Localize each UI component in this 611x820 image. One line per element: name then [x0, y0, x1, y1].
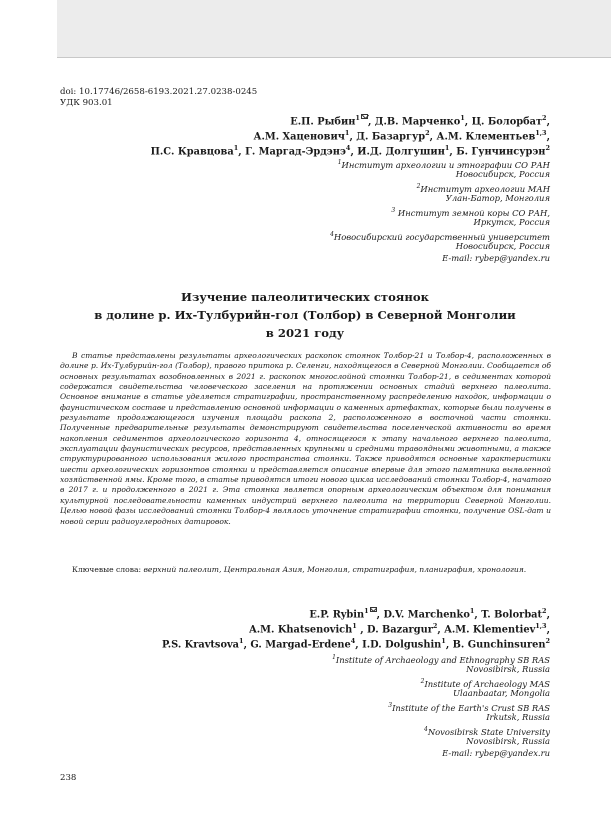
author-name: Ц. Болорбат [471, 116, 543, 128]
en-authors-line-3: P.S. Kravtsova$^1$, G. Margad-Erdene$^4$, I.D. Dolgushin$^1$, B. Gunchinsuren$^2$ [161, 637, 550, 651]
en-affiliation: $^1$Institute of Archaeology and Ethnography SB RAS [332, 654, 550, 665]
author-affil-index: 1 [444, 144, 450, 152]
author-affil-index: 2 [542, 114, 547, 122]
header-band [57, 0, 611, 58]
en-affiliation: $^2$Institute of Archaeology MAS [420, 678, 550, 689]
ru-affiliation: $^4$Новосибирский государственный университет [330, 231, 550, 242]
author-affil-index: 2 [542, 607, 547, 615]
ru-affiliation: $^2$Институт археологии МАН [416, 183, 550, 194]
affiliation-index: 1 [337, 159, 342, 166]
author-affil-index: 1 [344, 129, 350, 137]
author-affil-index: 1 [233, 144, 239, 152]
author-affil-index: 1 [355, 114, 360, 122]
author-affil-index: 2 [425, 129, 430, 137]
author-name: Б. Гунчинсурэн [456, 146, 546, 158]
affiliation-index: 4 [423, 726, 428, 733]
author-name: T. Bolorbat [481, 609, 543, 621]
author-name: B. Gunchinsuren [452, 639, 546, 651]
en-authors-line-1: E.P. Rybin$^1$ , D.V. Marchenko$^1$, T. Bolorbat$^2$, [309, 607, 550, 621]
en-affiliation-city: Ulaanbaatar, Mongolia [453, 688, 550, 698]
author-name: P.S. Kravtsova [161, 639, 240, 651]
author-affil-index: 1 [441, 637, 446, 645]
author-name: D.V. Marchenko [383, 609, 470, 621]
ru-affiliation-city: Новосибирск, Россия [455, 241, 550, 251]
ru-authors-line-1: Е.П. Рыбин$^1$ , Д.В. Марченко$^1$, Ц. Болорбат$^2$, [290, 114, 550, 128]
en-affiliation-city: Novosibirsk, Russia [466, 736, 550, 746]
affiliation-index: 1 [332, 654, 336, 661]
author-name: И.Д. Долгушин [357, 146, 445, 158]
doi: doi: 10.17746/2658-6193.2021.27.0238-0245 [60, 87, 258, 97]
author-affil-index: 1 [460, 114, 465, 122]
udc: УДК 903.01 [60, 98, 113, 108]
affiliation-index: 3 [388, 702, 393, 709]
keywords [72, 565, 552, 575]
mail-icon [370, 607, 377, 612]
author-name: A.M. Khatsenovich [249, 624, 353, 636]
ru-email: E-mail: rybep@yandex.ru [442, 253, 550, 263]
author-affil-index: 4 [345, 144, 351, 152]
author-affil-index: 4 [350, 637, 356, 645]
author-affil-index: 1,3 [535, 129, 547, 137]
author-name: П.С. Кравцова [150, 146, 234, 158]
abstract: В статье представлены результаты археологических раскопок стоянок Толбор-21 и Толбор-4, расположенных в долине р. Их-Тулбурийн-гол (Толбор), правого притока р. Селенги, находящегося в Северной Монголии. Сообщается об основных результатах возобновленных в 2021 г. раскопок многослойной стоянки Толбор-21, в седиментах которой содержатся свидетельства человеческого заселения на протяжении основных стадий верхнего палеолита. Основное внимание в статье уделяется стратиграфии, пространственному распределению находок, информации о фаунистическом составе и представлению основной информации о каменных артефактах, которые были получены в результате продолжающегося изучения площади раскопа 2, расположенного в восточной части стоянки. Полученные предварительные результаты демонстрируют свидетельства поселенческой активности во время накопления седиментов археологического горизонта 4, относящегося к этапу начального верхнего палеолита, эксплуатации фаунистических ресурсов, представленных крупными и средними травоядными животными, а также структурированного использования жилого пространства стоянки. Также приводятся основные характеристики шести археологических горизонтов стоянки и представляется описание впервые для этого памятника выявленной хозяйственной ямы. Кроме того, в статье приводятся итоги нового цикла исследований стоянки Толбор-4, начатого в 2017 г. и продолженного в 2021 г. Эта стоянка является опорным археологическим объектом для понимания культурной последовательности каменных индустрий верхнего палеолита на территории Северной Монголии. Целью новой фазы исследований стоянки Толбор-4 являлось уточнение стратиграфии стоянки, получение OSL-дат и новой серии радиоуглеродных датировок. [60, 351, 551, 526]
author-name: Е.П. Рыбин [290, 116, 356, 128]
en-affiliation: $^4$Novosibirsk State University [423, 726, 550, 737]
author-name: Д. Базаргур [356, 131, 426, 143]
author-name: Д.В. Марченко [374, 116, 461, 128]
en-affiliation-city: Novosibirsk, Russia [466, 664, 550, 674]
author-name: D. Bazargur [367, 624, 433, 636]
ru-affiliation: $^1$Институт археологии и этнографии СО РАН [337, 159, 550, 170]
article-title-line-3: в 2021 году [265, 326, 345, 340]
keywords-label: Ключевые слова: [72, 565, 144, 574]
author-name: А.М. Хаценович [253, 131, 345, 143]
author-name: G. Margad-Erdene [250, 639, 351, 651]
author-affil-index: 1 [364, 607, 369, 615]
author-affil-index: 1,3 [535, 622, 547, 630]
affiliation-index: 3 [391, 207, 396, 214]
author-affil-index: 1 [469, 607, 475, 615]
ru-affiliation-city: Новосибирск, Россия [455, 169, 550, 179]
ru-authors-line-3: П.С. Кравцова$^1$, Г. Маргад-Эрдэнэ$^4$, И.Д. Долгушин$^1$, Б. Гунчинсурэн$^2$ [150, 144, 550, 158]
en-email: E-mail: rybep@yandex.ru [442, 748, 550, 758]
ru-authors-line-2: А.М. Хаценович$^1$, Д. Базаргур$^2$, А.М. Клементьев$^{1,3}$, [253, 129, 550, 143]
affiliation-index: 4 [330, 231, 334, 238]
author-affil-index: 1 [352, 622, 357, 630]
affiliation-index: 2 [416, 183, 421, 190]
author-affil-index: 2 [545, 144, 550, 152]
ru-affiliation-city: Иркутск, Россия [473, 217, 550, 227]
author-name: Г. Маргад-Эрдэнэ [245, 146, 346, 158]
en-authors-line-2: A.M. Khatsenovich$^1$ , D. Bazargur$^2$, A.M. Klementiev$^{1,3}$, [249, 622, 550, 636]
author-affil-index: 1 [239, 637, 244, 645]
author-affil-index: 2 [432, 622, 438, 630]
en-affiliation: $^3$Institute of the Earth's Crust SB RAS [388, 702, 550, 713]
affiliation-index: 2 [420, 678, 425, 685]
mail-icon [361, 114, 368, 119]
author-name: А.М. Клементьев [436, 131, 536, 143]
ru-affiliation: $^3$ Институт земной коры СО РАН, [391, 207, 550, 218]
author-affil-index: 2 [545, 637, 550, 645]
keywords-text: верхний палеолит, Центральная Азия, Монголия, стратиграфия, планиграфия, хронология. [143, 565, 527, 574]
article-title-line-2: в долине р. Их-Тулбурийн-гол (Толбор) в Северной Монголии [94, 308, 516, 322]
page-number: 238 [60, 773, 77, 783]
author-name: E.P. Rybin [309, 609, 365, 621]
author-name: A.M. Klementiev [444, 624, 536, 636]
author-name: I.D. Dolgushin [362, 639, 442, 651]
article-title-line-1: Изучение палеолитических стоянок [181, 290, 429, 304]
en-affiliation-city: Irkutsk, Russia [486, 712, 550, 722]
ru-affiliation-city: Улан-Батор, Монголия [445, 193, 550, 203]
